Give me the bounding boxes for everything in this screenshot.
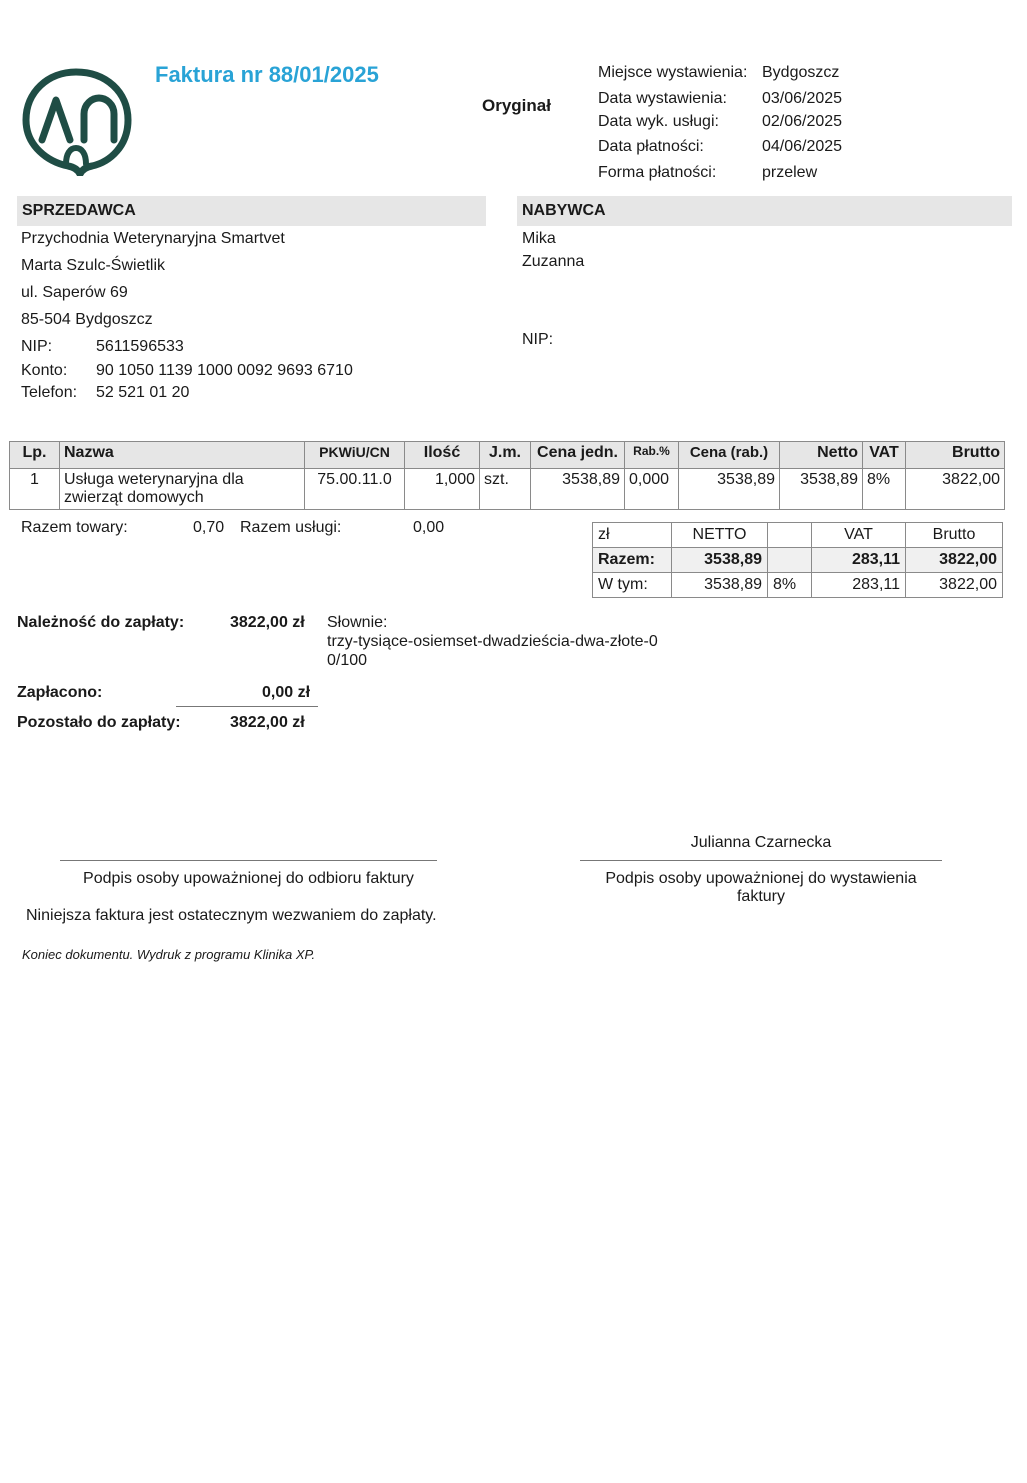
services-total-label: Razem usługi: xyxy=(240,519,342,536)
paid-divider xyxy=(176,706,318,707)
col-price-disc: Cena (rab.) xyxy=(679,442,780,469)
col-net: Netto xyxy=(780,442,863,469)
summary-total-vat: 283,11 xyxy=(812,548,906,573)
meta-value: Bydgoszcz xyxy=(762,64,840,81)
services-total-value: 0,00 xyxy=(413,519,445,536)
meta-value: 03/06/2025 xyxy=(762,90,843,107)
meta-issue-place xyxy=(598,64,898,86)
cell-vat: 8% xyxy=(863,469,906,510)
summary-incl-net: 3538,89 xyxy=(672,573,768,598)
receiver-signature-line xyxy=(60,860,437,861)
copy-label: Oryginał xyxy=(482,96,551,115)
meta-label: Data płatności: xyxy=(598,138,704,155)
seller-street: ul. Saperów 69 xyxy=(21,284,128,301)
buyer-line2: Zuzanna xyxy=(522,253,585,270)
cell-net: 3538,89 xyxy=(780,469,863,510)
seller-name: Przychodnia Weterynaryjna Smartvet xyxy=(21,230,285,247)
summary-total-net: 3538,89 xyxy=(672,548,768,573)
goods-total-value: 0,70 xyxy=(193,519,225,536)
meta-value: przelew xyxy=(762,164,818,181)
meta-payment-method xyxy=(598,164,898,186)
items-table xyxy=(9,441,1005,510)
summary-incl-rate: 8% xyxy=(768,573,812,598)
summary-header-row xyxy=(593,523,1003,548)
amount-words-label: Słownie: xyxy=(327,614,388,631)
remaining-label: Pozostało do zapłaty: xyxy=(17,714,181,731)
seller-nip-label: NIP: xyxy=(21,338,53,355)
col-lp: Lp. xyxy=(10,442,60,469)
cell-price-disc: 3538,89 xyxy=(679,469,780,510)
issuer-signature-line xyxy=(580,860,942,861)
seller-nip: 5611596533 xyxy=(96,338,184,355)
summary-currency: zł xyxy=(593,523,672,548)
summary-net-header: NETTO xyxy=(672,523,768,548)
buyer-line1: Mika xyxy=(522,230,556,247)
seller-account-label: Konto: xyxy=(21,362,68,379)
cell-discount: 0,000 xyxy=(625,469,679,510)
meta-value: 04/06/2025 xyxy=(762,138,843,155)
amount-due-value: 3822,00 zł xyxy=(230,614,305,631)
final-notice: Niniejsza faktura jest ostatecznym wezwaniem do zapłaty. xyxy=(26,907,437,924)
cell-unit: szt. xyxy=(480,469,531,510)
meta-label: Forma płatności: xyxy=(598,164,717,181)
table-row xyxy=(10,469,1005,510)
cell-unit-price: 3538,89 xyxy=(531,469,625,510)
summary-vat-header: VAT xyxy=(812,523,906,548)
issuer-signature-caption-2: faktury xyxy=(736,888,785,905)
cell-qty: 1,000 xyxy=(405,469,480,510)
col-unit: J.m. xyxy=(480,442,531,469)
smartvet-logo-icon xyxy=(20,66,132,176)
seller-heading: SPRZEDAWCA xyxy=(17,196,486,226)
receiver-signature-caption: Podpis osoby upoważnionej do odbioru faktury xyxy=(83,870,414,887)
seller-city: 85-504 Bydgoszcz xyxy=(21,311,153,328)
paid-value: 0,00 zł xyxy=(262,684,311,701)
items-header-row xyxy=(10,442,1005,469)
vat-summary-table xyxy=(592,522,1003,598)
meta-label: Data wyk. usługi: xyxy=(598,113,719,130)
col-qty: Ilość xyxy=(405,442,480,469)
col-unit-price: Cena jedn. xyxy=(531,442,625,469)
seller-person: Marta Szulc-Świetlik xyxy=(21,257,166,274)
goods-total-label: Razem towary: xyxy=(21,519,128,536)
col-name: Nazwa xyxy=(60,442,305,469)
paid-label: Zapłacono: xyxy=(17,684,103,701)
summary-total-rate xyxy=(768,548,812,573)
summary-rate-header xyxy=(768,523,812,548)
summary-total-row xyxy=(593,548,1003,573)
issuer-signature-caption-1: Podpis osoby upoważnionej do wystawienia xyxy=(605,870,917,887)
cell-name: Usługa weterynaryjna dla zwierząt domowych xyxy=(60,469,305,510)
summary-total-gross: 3822,00 xyxy=(906,548,1003,573)
amount-words-line2: 0/100 xyxy=(327,652,368,669)
seller-phone-label: Telefon: xyxy=(21,384,78,401)
meta-payment-date xyxy=(598,138,898,160)
meta-label: Data wystawienia: xyxy=(598,90,727,107)
summary-incl-vat: 283,11 xyxy=(812,573,906,598)
summary-incl-gross: 3822,00 xyxy=(906,573,1003,598)
document-footer: Koniec dokumentu. Wydruk z programu Klinika XP. xyxy=(22,947,316,962)
col-discount: Rab.% xyxy=(625,442,679,469)
meta-value: 02/06/2025 xyxy=(762,113,843,130)
amount-words-line1: trzy-tysiące-osiemset-dwadzieścia-dwa-złote-0 xyxy=(327,633,658,650)
invoice-title: Faktura nr 88/01/2025 xyxy=(155,62,379,87)
cell-pkwiu: 75.00.11.0 xyxy=(305,469,405,510)
summary-gross-header: Brutto xyxy=(906,523,1003,548)
summary-incl-label: W tym: xyxy=(593,573,672,598)
summary-total-label: Razem: xyxy=(593,548,672,573)
col-pkwiu: PKWiU/CN xyxy=(305,442,405,469)
issuer-name: Julianna Czarnecka xyxy=(690,834,832,851)
meta-issue-date xyxy=(598,90,898,112)
meta-label: Miejsce wystawienia: xyxy=(598,64,748,81)
meta-service-date xyxy=(598,113,898,135)
cell-lp: 1 xyxy=(10,469,60,510)
seller-account: 90 1050 1139 1000 0092 9693 6710 xyxy=(96,362,353,379)
buyer-nip-label: NIP: xyxy=(522,331,554,348)
summary-incl-row xyxy=(593,573,1003,598)
col-gross: Brutto xyxy=(906,442,1005,469)
buyer-heading: NABYWCA xyxy=(517,196,1012,226)
amount-due-label: Należność do zapłaty: xyxy=(17,614,185,631)
seller-phone: 52 521 01 20 xyxy=(96,384,190,401)
cell-gross: 3822,00 xyxy=(906,469,1005,510)
remaining-value: 3822,00 zł xyxy=(230,714,305,731)
col-vat: VAT xyxy=(863,442,906,469)
